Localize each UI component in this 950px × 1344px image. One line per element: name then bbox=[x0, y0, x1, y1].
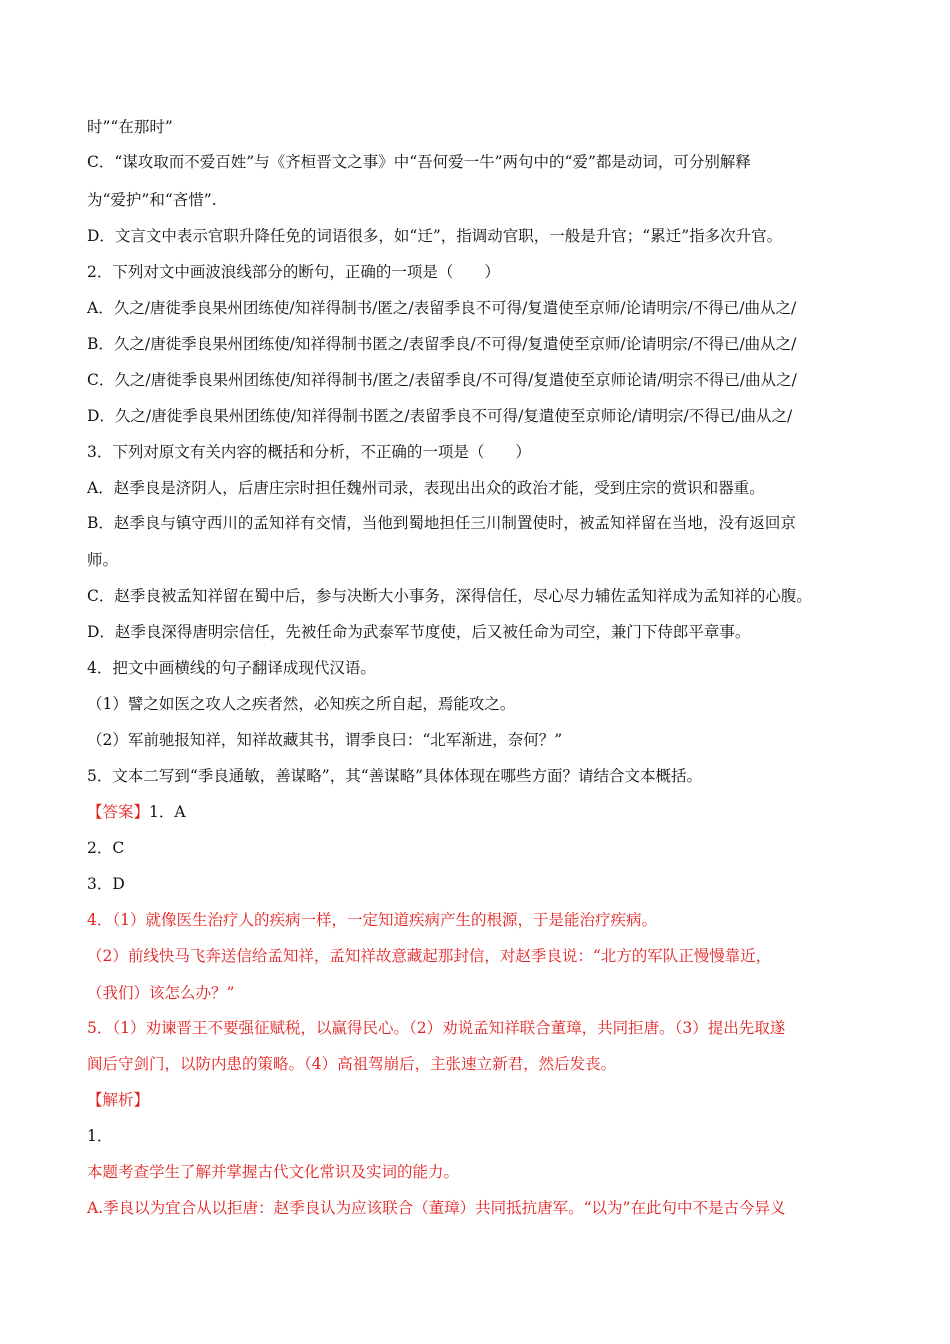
analysis-1-text: 本题考查学生了解并掌握古代文化常识及实词的能力。 bbox=[87, 1163, 460, 1181]
text-line-3: 为“爱护”和“吝惜”. bbox=[87, 191, 217, 209]
option-3c: C．赵季良被孟知祥留在蜀中后，参与决断大小事务，深得信任，尽心尽力辅佐孟知祥成为孟知祥的心腹。 bbox=[87, 587, 812, 605]
text-line-2: C．“谋攻取而不爱百姓”与《齐桓晋文之事》中“吾何爱一牛”两句中的“爱”都是动词，可分别解释 bbox=[87, 153, 751, 171]
option-3b-cont: 师。 bbox=[87, 551, 119, 569]
question-4-1: （1）譬之如医之攻人之疾者然，必知疾之所自起，焉能攻之。 bbox=[87, 695, 516, 713]
option-2a: A．久之/唐徙季良果州团练使/知祥得制书/匿之/表留季良不可得/复遣使至京师/论请明宗/不得已/曲从之/ bbox=[87, 299, 797, 317]
option-3a: A．赵季良是济阴人，后唐庄宗时担任魏州司录，表现出出众的政治才能，受到庄宗的赏识和器重。 bbox=[87, 479, 765, 497]
question-4: 4．把文中画横线的句子翻译成现代汉语。 bbox=[87, 659, 376, 677]
analysis-1-label: 1． bbox=[87, 1127, 113, 1145]
option-2d: D．久之/唐徙季良果州团练使/知祥得制书匿之/表留季良不可得/复遣使至京师论/请明宗/不得已/曲从之/ bbox=[87, 407, 793, 425]
answer-4-1: 4．（1）就像医生治疗人的疾病一样，一定知道疾病产生的根源，于是能治疗疾病。 bbox=[87, 911, 657, 929]
answer-4-2-cont: （我们）该怎么办？” bbox=[87, 984, 235, 1002]
answer-heading: 【答案】 bbox=[87, 803, 150, 821]
question-3: 3．下列对原文有关内容的概括和分析，不正确的一项是（ ） bbox=[87, 443, 531, 461]
question-4-2: （2）军前驰报知祥，知祥故藏其书，谓季良曰：“北军渐进，奈何？” bbox=[87, 731, 563, 749]
answer-5-cont: 阆后守剑门，以防内患的策略。（4）高祖驾崩后，主张速立新君，然后发丧。 bbox=[87, 1055, 617, 1073]
question-2: 2．下列对文中画波浪线部分的断句，正确的一项是（ ） bbox=[87, 263, 500, 281]
analysis-1-a: A.季良以为宜合从以拒唐：赵季良认为应该联合（董璋）共同抵抗唐军。“以为”在此句中不是古今异义 bbox=[87, 1199, 786, 1217]
answer-3: 3．D bbox=[87, 875, 125, 893]
question-5: 5．文本二写到“季良通敏，善谋略”，其“善谋略”具体体现在哪些方面？请结合文本概括。 bbox=[87, 767, 703, 785]
answer-5: 5．（1）劝谏晋王不要强征赋税，以赢得民心。（2）劝说孟知祥联合董璋，共同拒唐。（3）提出先取遂 bbox=[87, 1019, 786, 1037]
option-3d: D．赵季良深得唐明宗信任，先被任命为武泰军节度使，后又被任命为司空，兼门下侍郎平章事。 bbox=[87, 623, 751, 641]
option-2c: C．久之/唐徙季良果州团练使/知祥得制书/匿之/表留季良/不可得/复遣使至京师论请/明宗不得已/曲从之/ bbox=[87, 371, 797, 389]
answer-1: 【答案】1．A bbox=[87, 803, 186, 821]
text-line-1: 时”“在那时” bbox=[87, 118, 173, 136]
answer-2: 2．C bbox=[87, 839, 125, 857]
text-line-4: D．文言文中表示官职升降任免的词语很多，如“迁”，指调动官职，一般是升官；“累迁”指多次升官。 bbox=[87, 227, 783, 245]
option-3b: B．赵季良与镇守西川的孟知祥有交情，当他到蜀地担任三川制置使时，被孟知祥留在当地，没有返回京 bbox=[87, 514, 796, 532]
answer-4-2: （2）前线快马飞奔送信给孟知祥，孟知祥故意藏起那封信，对赵季良说：“北方的军队正慢慢靠近， bbox=[87, 947, 772, 965]
analysis-heading: 【解析】 bbox=[87, 1091, 150, 1109]
option-2b: B．久之/唐徙季良果州团练使/知祥得制书匿之/表留季良/不可得/复遣使至京师/论请明宗/不得已/曲从之/ bbox=[87, 335, 797, 353]
